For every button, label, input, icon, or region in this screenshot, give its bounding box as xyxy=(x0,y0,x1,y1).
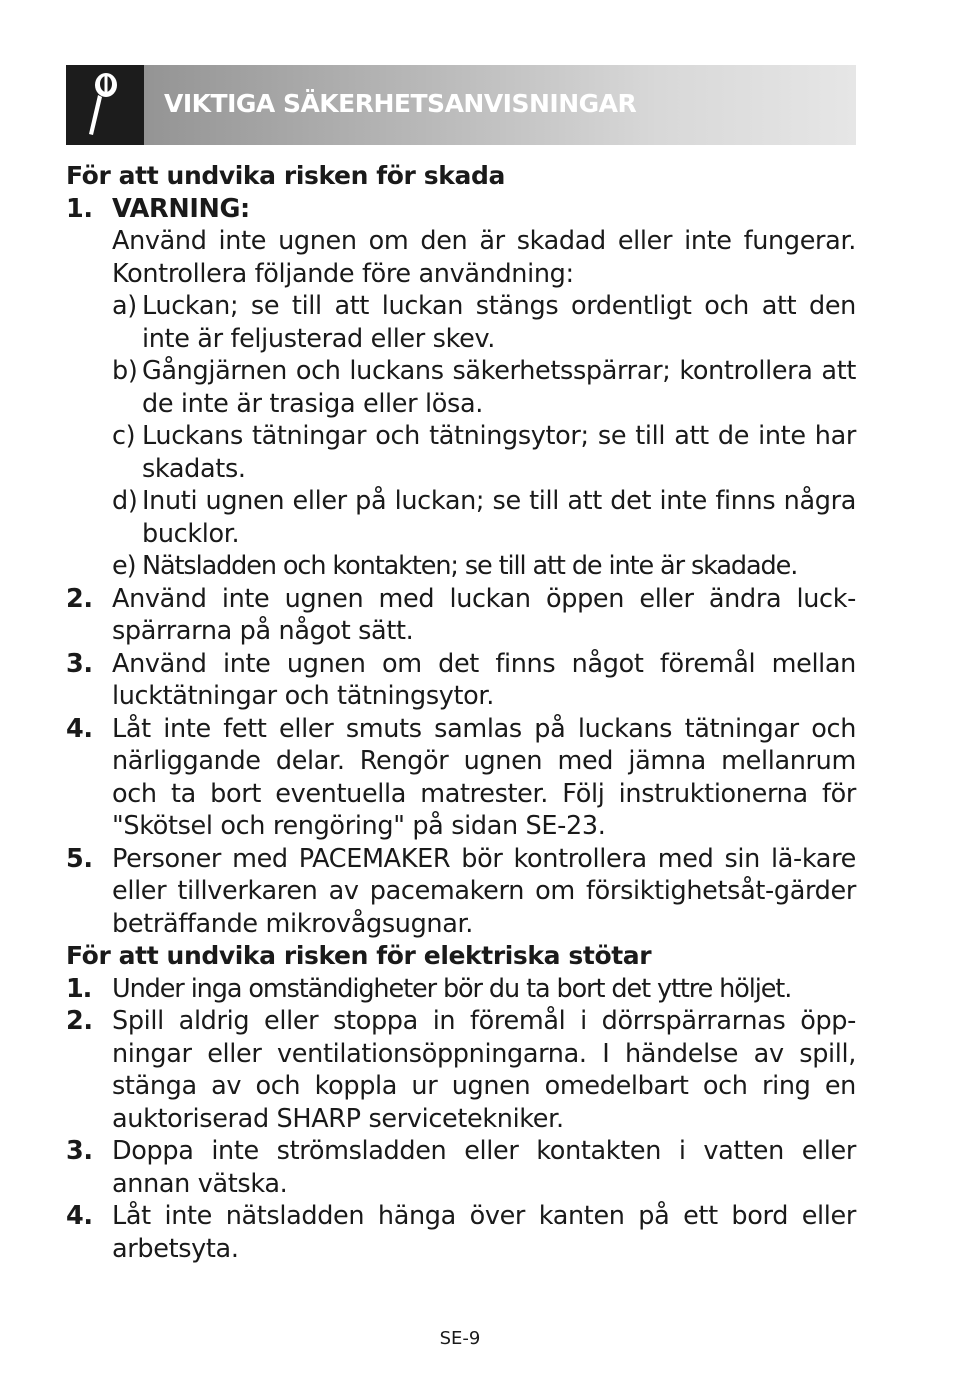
banner-icon-box xyxy=(66,65,144,145)
sub-item xyxy=(112,420,856,485)
item-number: 1. xyxy=(66,973,92,1004)
section-heading-injury: För att undvika risken för skada xyxy=(66,161,505,190)
sub-item xyxy=(112,290,856,355)
list-item xyxy=(66,648,856,713)
sub-item-mark: d) xyxy=(112,486,138,516)
caution-brush-icon xyxy=(84,71,124,139)
sub-item xyxy=(112,550,856,583)
item-text: Använd inte ugnen om det finns något föremål mellan lucktätningar och tätningsytor. xyxy=(112,648,856,711)
section-heading-electric: För att undvika risken för elektriska stötar xyxy=(66,941,652,970)
sub-item xyxy=(112,355,856,420)
item-text: Låt inte fett eller smuts samlas på luckans tätningar och närliggande delar. Rengör ugnen med jämna mellanrum och ta bort eventuella matrester. Följ instruktionerna för "Skötsel och rengöring" på sidan SE-23. xyxy=(112,713,856,841)
warning-title: VARNING: xyxy=(112,193,250,224)
item-number: 2. xyxy=(66,583,93,614)
item-text: Använd inte ugnen med luckan öppen eller ändra luck-spärrarna på något sätt. xyxy=(112,583,856,646)
list-item xyxy=(66,583,856,648)
list-item xyxy=(66,973,856,1006)
main-content xyxy=(66,160,856,1265)
sub-item-mark: a) xyxy=(112,291,137,321)
list-item xyxy=(66,843,856,941)
section-banner xyxy=(66,65,856,145)
item-number: 1. xyxy=(66,193,93,224)
sub-item-mark: c) xyxy=(112,421,136,451)
item-number: 3. xyxy=(66,1136,93,1166)
item-text: Låt inte nätsladden hänga över kanten på ett bord eller arbetsyta. xyxy=(112,1201,856,1264)
sub-item-mark: e) xyxy=(112,551,136,581)
item-number: 5. xyxy=(66,843,93,874)
sub-item-text: Luckan; se till att luckan stängs ordentligt och att den inte är feljusterad eller skev. xyxy=(142,291,856,354)
sub-item-text: Gångjärnen och luckans säkerhetsspärrar; kontrollera att de inte är trasiga eller lösa. xyxy=(142,356,856,419)
item-number: 3. xyxy=(66,648,93,679)
item-text: Doppa inte strömsladden eller kontakten i vatten eller annan vätska. xyxy=(112,1136,856,1199)
sub-item-text: Nätsladden och kontakten; se till att de inte är skadade. xyxy=(142,551,798,581)
list-item xyxy=(66,713,856,843)
sub-item-text: Luckans tätningar och tätningsytor; se till att de inte har skadats. xyxy=(142,421,856,484)
sub-item xyxy=(112,485,856,550)
list-item xyxy=(66,193,856,583)
item-text: Personer med PACEMAKER bör kontrollera med sin lä-kare eller tillverkaren av pacemakern om försiktighetsåt-gärder beträffande mikrovågsugnar. xyxy=(112,843,856,939)
page-title: VIKTIGA SÄKERHETSANVISNINGAR xyxy=(164,89,637,118)
list-item xyxy=(66,1005,856,1135)
item-text: Spill aldrig eller stoppa in föremål i dörrspärrarnas öpp-ningar eller ventilationsöppningarna. I händelse av spill, stänga av och koppla ur ugnen omedelbart och ring en auktoriserad SHARP servicetekniker. xyxy=(112,1006,856,1134)
item-number: 4. xyxy=(66,1201,93,1231)
list-item xyxy=(66,1200,856,1265)
sub-item-mark: b) xyxy=(112,356,138,386)
sub-item-text: Inuti ugnen eller på luckan; se till att det inte finns några bucklor. xyxy=(142,486,856,549)
item-text: Under inga omständigheter bör du ta bort det yttre höljet. xyxy=(112,973,792,1004)
item-text: Använd inte ugnen om den är skadad eller inte fungerar. Kontrollera följande före användning: xyxy=(112,226,856,289)
list-item xyxy=(66,1135,856,1200)
page-number: SE-9 xyxy=(439,1328,481,1349)
item-number: 4. xyxy=(66,713,93,744)
item-number: 2. xyxy=(66,1006,93,1036)
